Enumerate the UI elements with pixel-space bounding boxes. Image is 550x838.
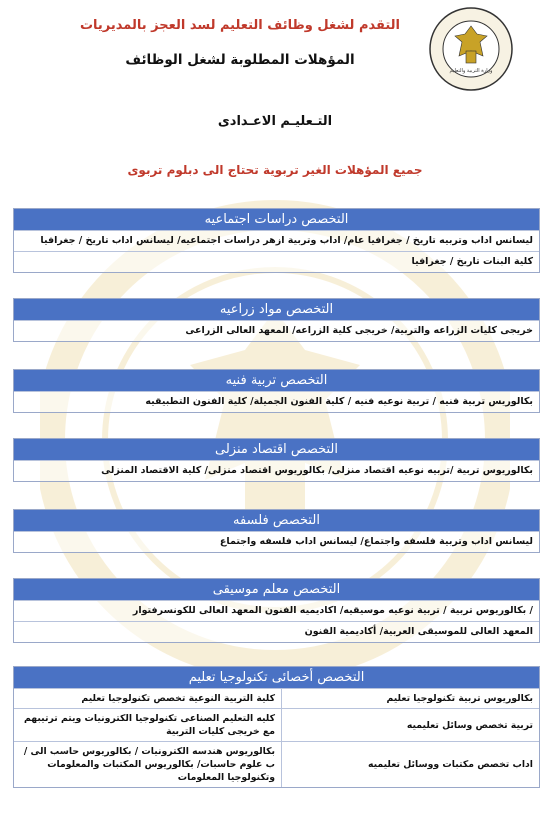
section-title: التخصص معلم موسيقى — [14, 579, 539, 600]
qualification-row: ليسانس اداب وتربيه تاريخ / جغرافيا عام/ اداب وتربية ازهر دراسات اجتماعيه/ ليسانس اداب تاريخ / جغرافيا — [14, 230, 539, 251]
section-agriculture — [13, 298, 540, 342]
section-philosophy — [13, 509, 540, 553]
section-title: التخصص أخصائى تكنولوجيا تعليم — [14, 667, 539, 688]
section-title: التخصص فلسفه — [14, 510, 539, 531]
tech-cell: بكالوريوس هندسه الكترونيات / بكالوريوس حاسب الى / ب علوم حاسبات/ بكالوريوس المكتبات والمعلومات وتكنولوجيا المعلومات — [14, 741, 281, 787]
stage-heading: التـعليـم الاعـدادى — [217, 114, 333, 129]
tech-qualification-grid — [14, 688, 539, 787]
qualification-row: بكالوريس تربية فنيه / تربية نوعيه فنيه / كلية الفنون الجميلة/ كلية الفنون التطبيقيه — [14, 391, 539, 412]
tech-cell: اداب تخصص مكتبات ووسائل تعليميه — [281, 741, 539, 787]
section-social-studies — [13, 208, 540, 273]
qualification-row: المعهد العالى للموسيقى العربية/ أكاديمية الفنون — [14, 621, 539, 642]
section-music — [13, 578, 540, 643]
section-title: التخصص دراسات اجتماعيه — [14, 209, 539, 230]
qualification-row: كلية البنات تاريخ / جغرافيا — [14, 251, 539, 272]
section-educational-technology — [13, 666, 540, 788]
section-title: التخصص مواد زراعيه — [14, 299, 539, 320]
section-title: التخصص اقتصاد منزلى — [14, 439, 539, 460]
page-subtitle: المؤهلات المطلوبة لشغل الوظائف — [125, 52, 355, 68]
qualification-row: ليسانس اداب وتربية فلسفه واجتماع/ ليسانس اداب فلسفه واجتماع — [14, 531, 539, 552]
tech-cell: كليه التعليم الصناعى تكنولوجيا الكترونيات ويتم ترتيبهم مع خريجى كليات التربية — [14, 708, 281, 741]
tech-cell: بكالوريوس تربية تكنولوجيا تعليم — [281, 688, 539, 708]
qualification-row: بكالوريوس تربية /تربيه نوعيه اقتصاد منزلى/ بكالوريوس اقتصاد منزلى/ كلية الاقتصاد المنزلى — [14, 460, 539, 481]
qualification-note: جميع المؤهلات الغير تربوية تحتاج الى دبلوم تربوى — [127, 163, 423, 177]
tech-cell: تربية تخصص وسائل تعليميه — [281, 708, 539, 741]
section-art-education — [13, 369, 540, 413]
section-title: التخصص تربية فنيه — [14, 370, 539, 391]
tech-cell: كلية التربية النوعية تخصص تكنولوجيا تعليم — [14, 688, 281, 708]
section-home-economics — [13, 438, 540, 482]
qualification-row: / بكالوريوس تربية / تربية نوعيه موسيقيه/ اكاديميه الفنون المعهد العالى للكونسرفتوار — [14, 600, 539, 621]
page-title: التقدم لشغل وظائف التعليم لسد العجز بالمديريات — [79, 18, 401, 33]
page-header — [0, 0, 550, 200]
ministry-logo-icon — [428, 6, 514, 92]
qualification-row: خريجى كليات الزراعه والتربية/ خريجى كلية الزراعه/ المعهد العالى الزراعى — [14, 320, 539, 341]
logo-center-text: وزارة التربية والتعليم — [449, 68, 493, 74]
